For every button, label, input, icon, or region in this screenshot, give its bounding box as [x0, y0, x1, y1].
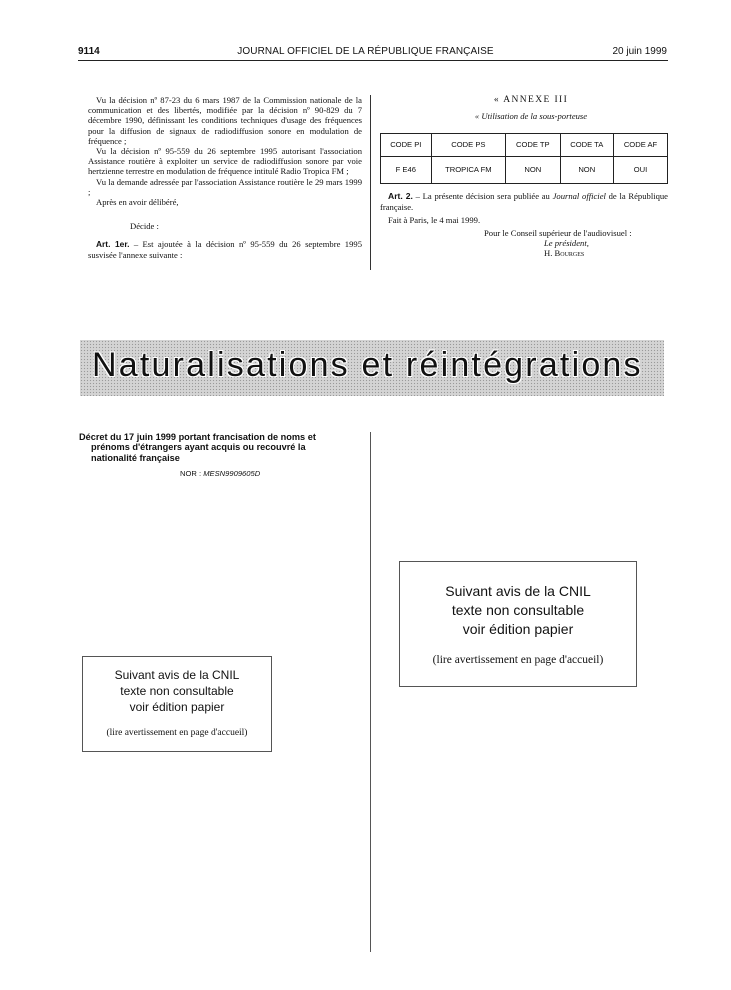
nor-reference: [180, 469, 260, 478]
cnil-notice-note: (lire avertissement en page d'accueil): [432, 654, 604, 666]
table-header-cell: CODE PS: [431, 134, 505, 157]
section-title: Naturalisations et réintégrations: [92, 346, 643, 384]
paragraph: Vu la décision nº 87-23 du 6 mars 1987 de la Commission nationale de la communication et des libertés, modifiée par la décision nº 90-829 du 7 décembre 1990, définissant les conditions techniques d'usage des fréquences pour la diffusion de signaux de radiodiffusion sonore en modulation de fréquence ;: [88, 95, 362, 146]
decree-title-line: prénoms d'étrangers ayant acquis ou recouvré la: [91, 442, 306, 453]
article-label: Art. 2.: [388, 191, 413, 202]
article-text: de la République française.: [380, 191, 669, 212]
header-rule: [78, 60, 668, 61]
cnil-notice-line: voir édition papier: [462, 621, 574, 637]
cnil-notice-line: texte non consultable: [120, 684, 234, 698]
signature-authority: Pour le Conseil supérieur de l'audiovisuel :: [484, 228, 632, 239]
nor-label: NOR :: [180, 469, 204, 478]
table-cell: NON: [506, 157, 560, 184]
signatory-title: Le président,: [544, 238, 589, 249]
cnil-notice-line: voir édition papier: [129, 700, 225, 714]
decide-heading: Décide :: [130, 221, 159, 232]
table-cell: TROPICA FM: [431, 157, 505, 184]
article-text: – Est ajoutée à la décision nº 95-559 du 26 septembre 1995 susvisée l'annexe suivante :: [88, 239, 362, 260]
table-cell: F E46: [381, 157, 432, 184]
annex-title: « ANNEXE III: [493, 95, 569, 105]
annex-subtitle: « Utilisation de la sous-porteuse: [474, 111, 588, 122]
column-divider: [370, 95, 371, 270]
decree-title-line: Décret du 17 juin 1999 portant francisation de noms et: [79, 432, 316, 442]
table-header-row: [381, 134, 668, 157]
table-row: [381, 157, 668, 184]
table-header-cell: CODE AF: [614, 134, 668, 157]
signatory-name: H. Bourges: [544, 248, 585, 259]
section-banner: [80, 340, 664, 396]
article-text: – La présente décision sera publiée au: [412, 191, 553, 202]
paragraph: Vu la demande adressée par l'association Assistance routière le 29 mars 1999 ;: [88, 176, 362, 197]
paragraph: Vu la décision nº 95-559 du 26 septembre 1995 autorisant l'association Assistance routière à exploiter un service de radiodiffusion sonore par voie hertzienne terrestre en modulation de fréquence intitulé Radio Tropica FM ;: [88, 146, 362, 177]
article-1: [88, 239, 362, 259]
article-label: Art. 1er.: [96, 239, 130, 250]
decree-title: [79, 432, 366, 463]
table-header-cell: CODE TA: [560, 134, 614, 157]
cnil-notice-box: [399, 561, 637, 687]
cnil-notice-line: texte non consultable: [451, 602, 585, 618]
journal-title: JOURNAL OFFICIEL DE LA RÉPUBLIQUE FRANÇAISE: [237, 46, 494, 57]
paragraph: Après en avoir délibéré,: [96, 197, 179, 208]
annex-table: [380, 133, 668, 184]
cnil-notice-box: [82, 656, 272, 752]
nor-code: MESN9909605D: [203, 469, 261, 478]
column-divider: [370, 432, 371, 952]
cnil-notice-line: Suivant avis de la CNIL: [445, 583, 591, 599]
page-number: 9114: [78, 46, 100, 57]
table-header-cell: CODE PI: [381, 134, 432, 157]
table-header-cell: CODE TP: [506, 134, 560, 157]
journal-name: Journal officiel: [552, 191, 606, 202]
table-cell: OUI: [614, 157, 668, 184]
right-column: [380, 95, 668, 259]
cnil-notice-line: Suivant avis de la CNIL: [114, 668, 240, 682]
place-date: Fait à Paris, le 4 mai 1999.: [388, 214, 481, 225]
decree-title-line: nationalité française: [91, 452, 180, 463]
table-cell: NON: [560, 157, 614, 184]
cnil-notice-note: (lire avertissement en page d'accueil): [106, 728, 248, 738]
issue-date: 20 juin 1999: [612, 46, 667, 57]
left-column: [88, 95, 362, 260]
article-2: [380, 191, 668, 211]
